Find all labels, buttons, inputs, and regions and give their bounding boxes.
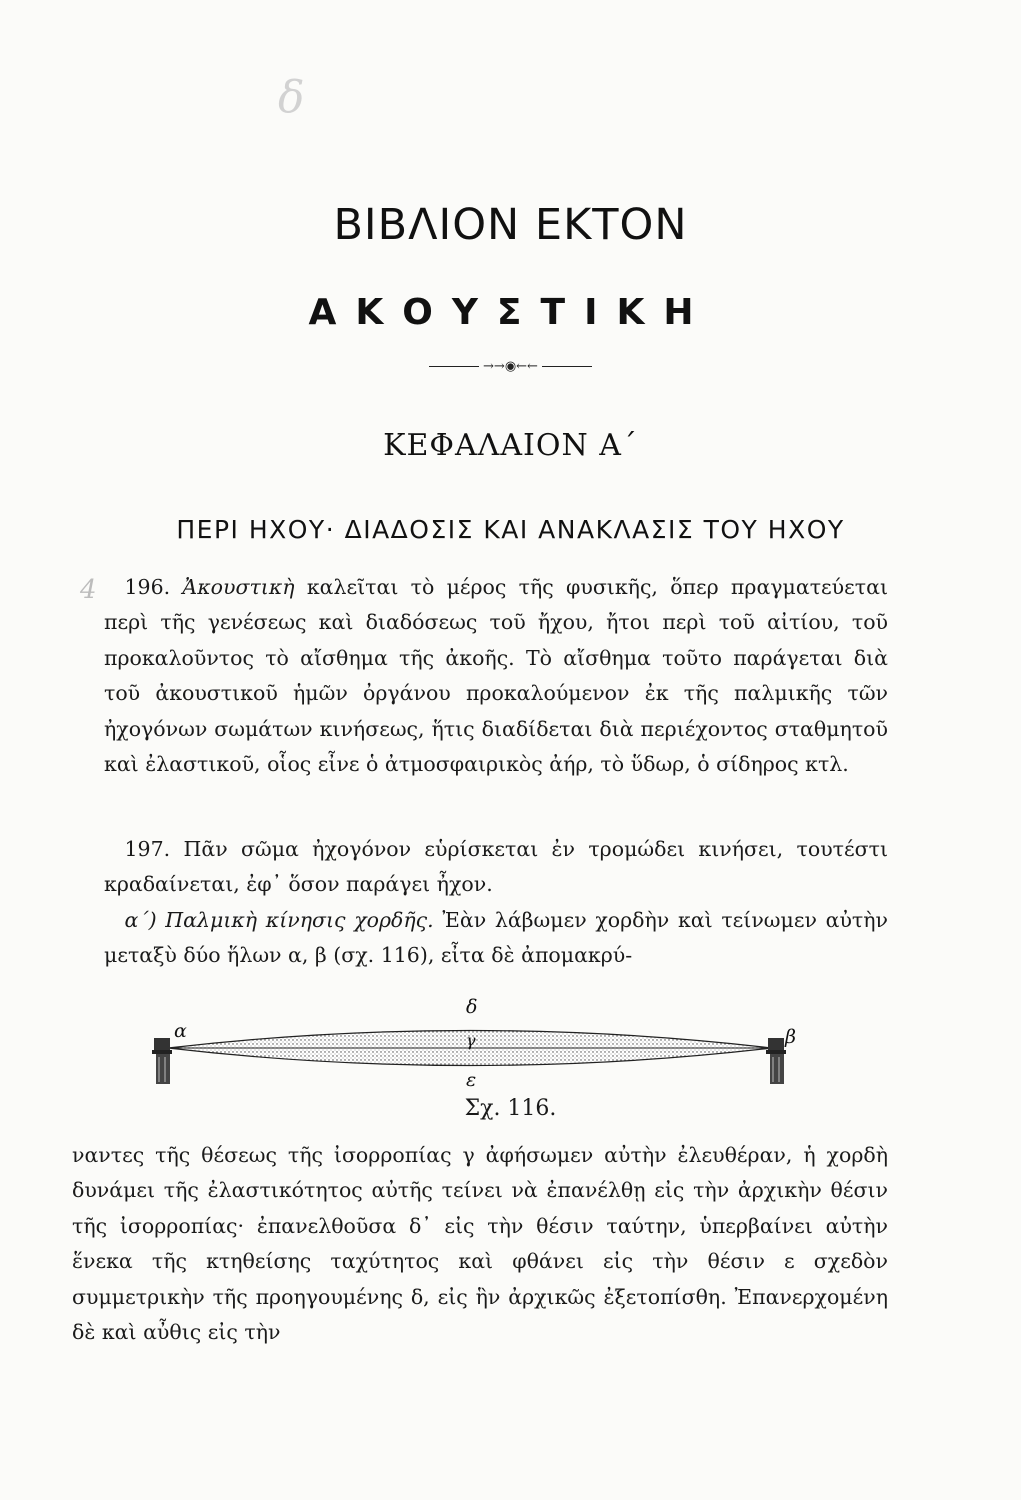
string-vibration-figure	[140, 995, 820, 1090]
label-alpha: α	[174, 1020, 187, 1042]
paragraph-continuation: ναντες τῆς θέσεως τῆς ἰσορροπίας γ ἀφήσωμεν αὐτὴν ἐλευθέραν, ἡ χορδὴ δυνάμει τῆς ἐλαστικότητος αὐτῆς τείνει νὰ ἐπανέλθῃ εἰς τὴν ἀρχικὴν θέσιν τῆς ἰσορροπίας· ἐπανελθοῦσα δ᾽ εἰς τὴν θέσιν ταύτην, ὑπερβαίνει αὐτὴν ἕνεκα τῆς κτηθείσης ταχύτητος καὶ φθάνει εἰς τὴν θέσιν ε σχεδὸν συμμετρικὴν τῆς προηγουμένης δ, εἰς ἣν ἀρχικῶς ἐξετοπίσθη. Ἐπανερχομένη δὲ καὶ αὖθις εἰς τὴν	[72, 1143, 888, 1345]
paragraph-197	[104, 832, 888, 903]
paragraph-number: 196.	[124, 575, 171, 599]
label-epsilon: ε	[466, 1069, 477, 1090]
paragraph-text: Ἐὰν λάβωμεν χορδὴν καὶ τείνωμεν αὐτὴν μεταξὺ δύο ἥλων α, β (σχ. 116), εἶτα δὲ ἀπομακρύ-	[104, 908, 888, 968]
pencil-margin-mark-left: 4	[80, 575, 97, 605]
section-title: ΠΕΡΙ ΗΧΟΥ· ΔΙΑΔΟΣΙΣ ΚΑΙ ΑΝΑΚΛΑΣΙΣ ΤΟΥ ΗΧΟΥ	[176, 515, 845, 544]
pencil-margin-mark-top: δ	[278, 72, 305, 123]
figure-caption: Σχ. 116.	[464, 1096, 557, 1121]
ornament-line-right	[542, 366, 592, 367]
ornament-divider	[0, 359, 1021, 374]
paragraph-196	[104, 570, 888, 782]
label-delta: δ	[466, 996, 478, 1018]
subject-title: ΑΚΟΥΣΤΙΚΗ	[308, 292, 713, 333]
paragraph-text: Πᾶν σῶμα ἠχογόνον εὑρίσκεται ἐν τρομώδει κινήσει, τουτέστι κραδαίνεται, ἐφ᾽ ὅσον παράγει ἦχον.	[104, 837, 888, 897]
subsection-label: α΄) Παλμικὴ κίνησις χορδῆς.	[124, 908, 434, 932]
peg-right-icon	[766, 1038, 786, 1084]
paragraph-number: 197.	[124, 837, 171, 861]
chapter-title: ΚΕΦΑΛΑΙΟΝ Α΄	[383, 428, 638, 463]
label-beta: β	[785, 1026, 796, 1048]
paragraph-text: καλεῖται τὸ μέρος τῆς φυσικῆς, ὅπερ πραγματεύεται περὶ τῆς γενέσεως καὶ διαδόσεως τοῦ ἤχου, ἤτοι περὶ τοῦ αἰτίου, τοῦ προκαλοῦντος τὸ αἴσθημα τῆς ἀκοῆς. Τὸ αἴσθημα τοῦτο παράγεται διὰ τοῦ ἀκουστικοῦ ἡμῶν ὀργάνου προκαλούμενον ἐκ τῆς παλμικῆς τῶν ἠχογόνων σωμάτων κινήσεως, ἥτις διαδίδεται διὰ περιέχοντος σταθμητοῦ καὶ ἐλαστικοῦ, οἷος εἶνε ὁ ἀτμοσφαιρικὸς ἀήρ, τὸ ὕδωρ, ὁ σίδηρος κτλ.	[104, 575, 888, 777]
label-gamma: γ	[466, 1031, 476, 1050]
paragraph-vibration	[104, 903, 888, 974]
defined-term: Ἀκουστικὴ	[182, 575, 295, 599]
book-title: ΒΙΒΛΙΟΝ ΕΚΤΟΝ	[333, 200, 688, 250]
ornament-glyph: →→◉←←	[483, 359, 538, 374]
ornament-line-left	[429, 366, 479, 367]
peg-left-icon	[152, 1038, 172, 1084]
